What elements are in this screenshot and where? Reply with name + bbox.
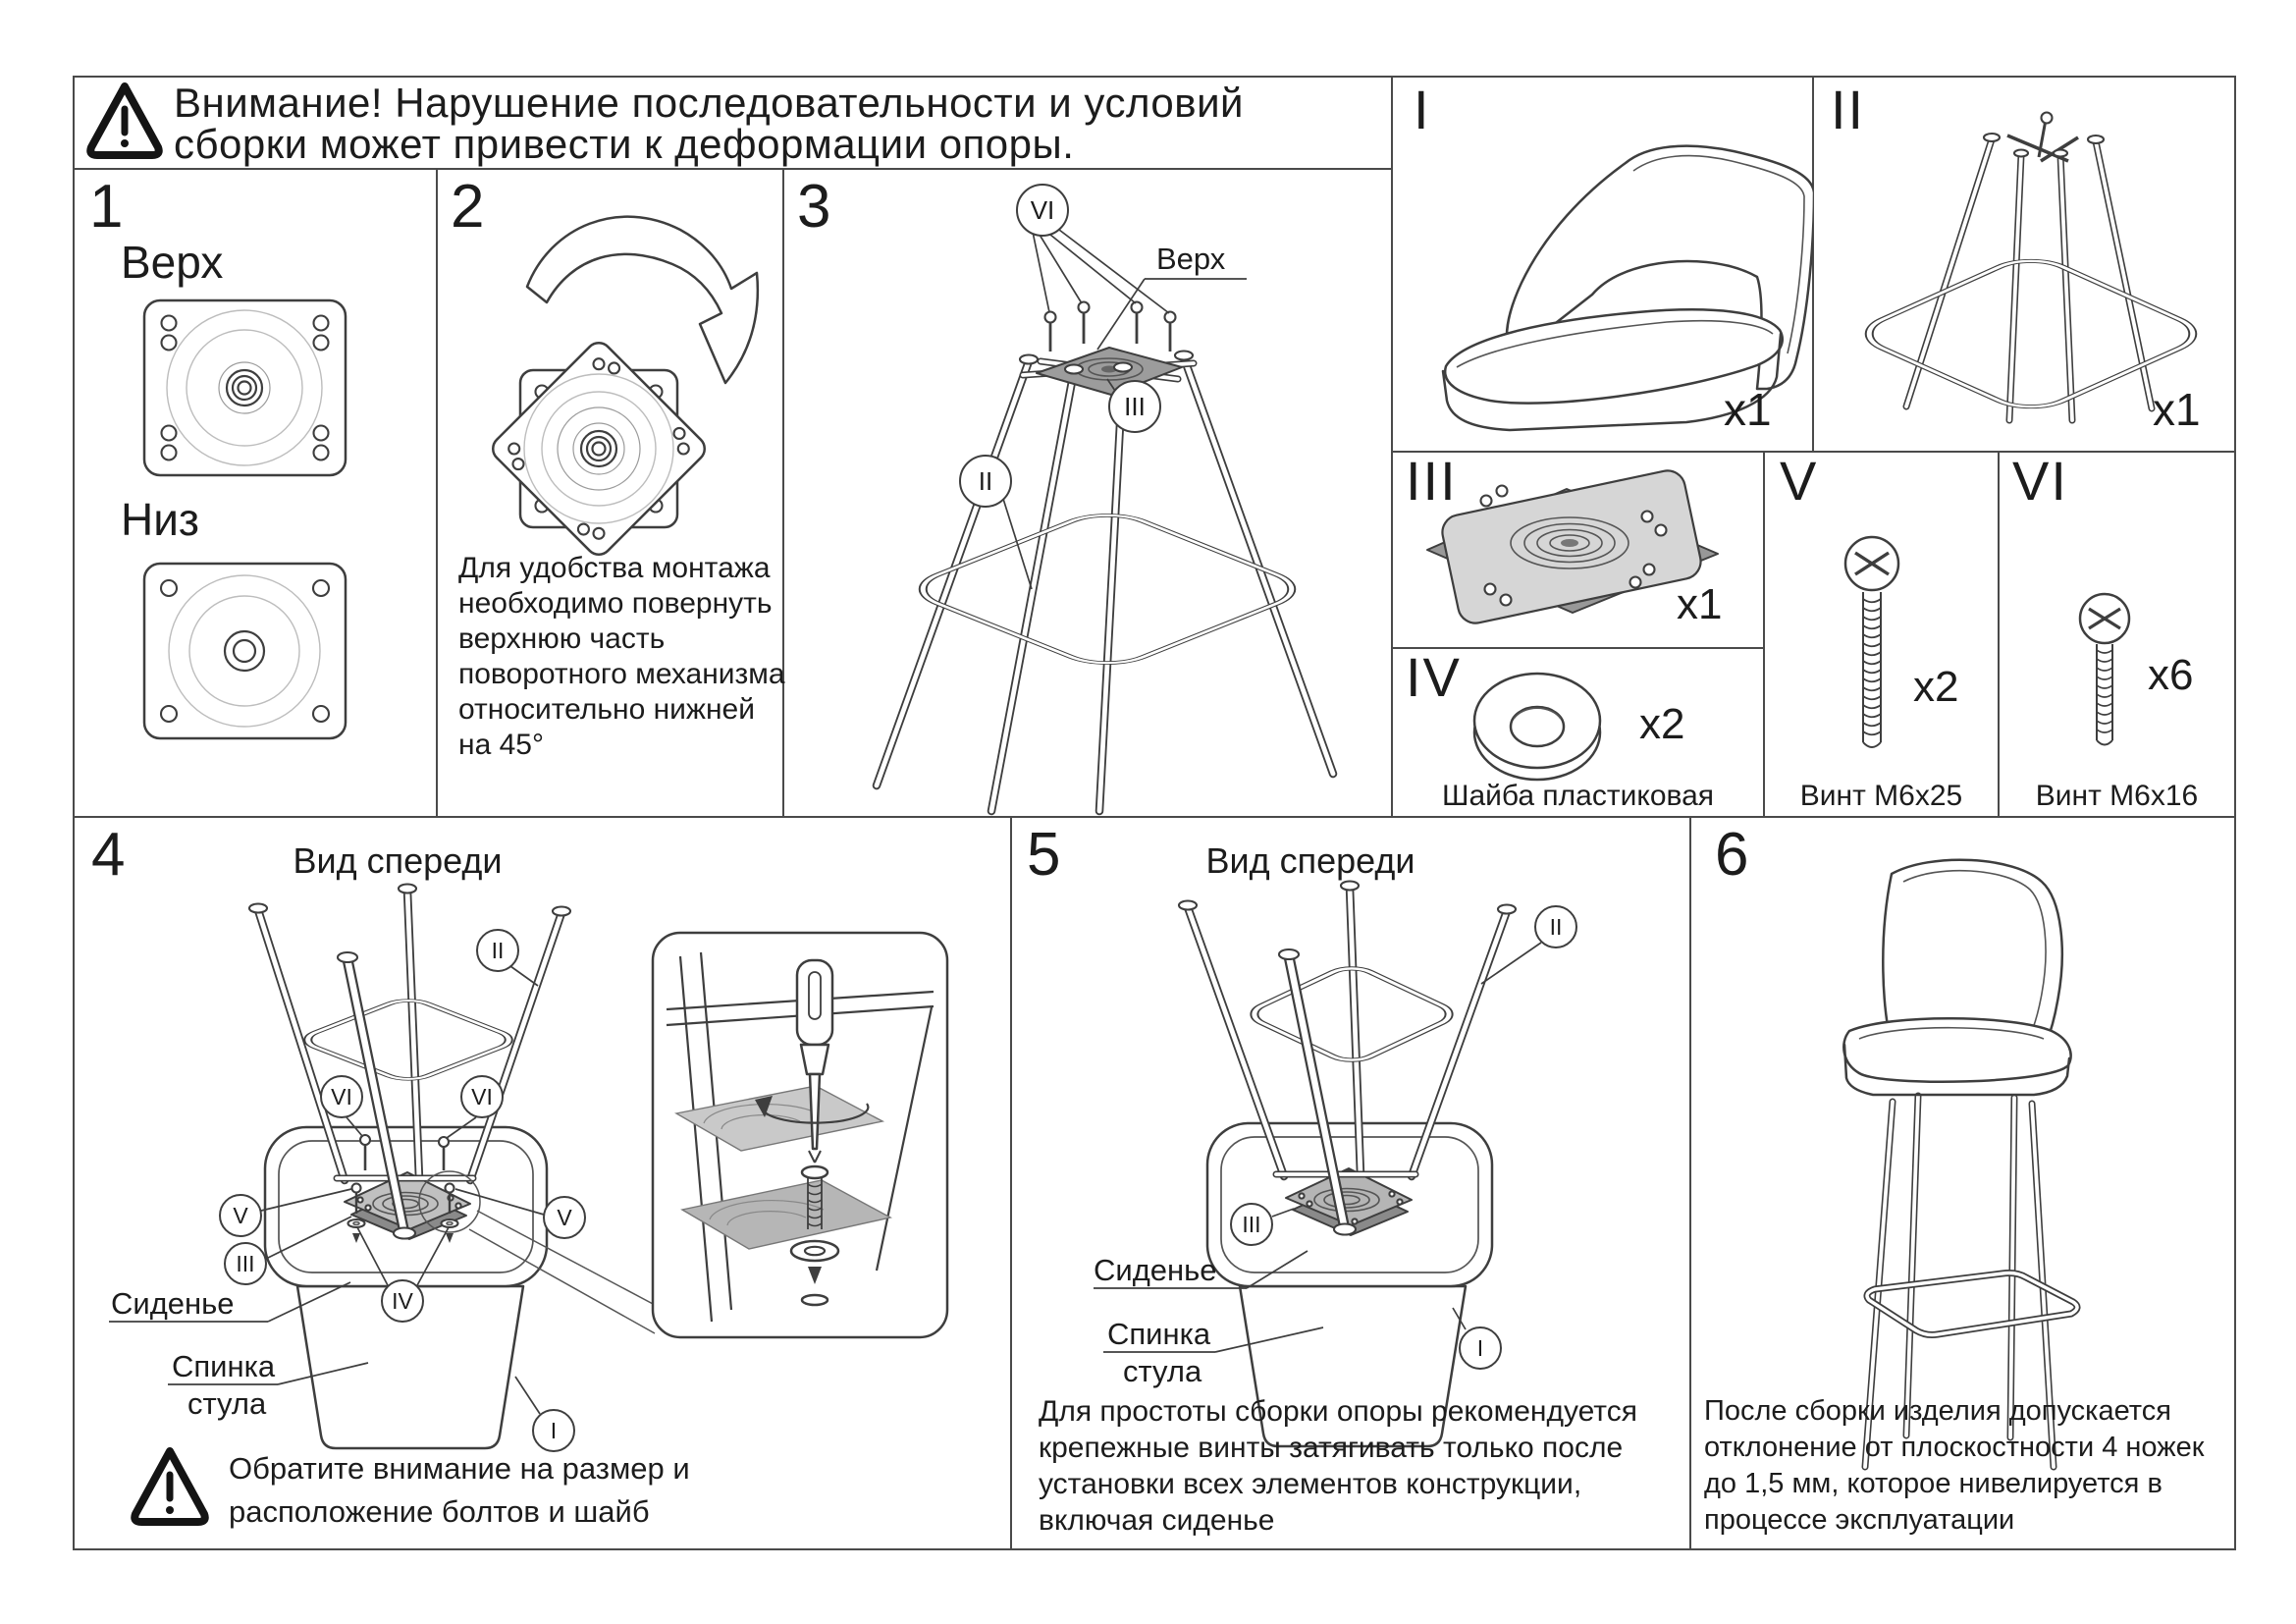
step-6-note-line: до 1,5 мм, которое нивелируется в: [1704, 1468, 2163, 1499]
rotate-arrow-icon: [527, 217, 758, 383]
seat-label: Сиденье: [111, 1286, 235, 1321]
part-vi-label: VI: [2012, 450, 2068, 512]
step-4-warning-line1: Обратите внимание на размер и: [229, 1451, 690, 1486]
step-2-note-line: поворотного механизма: [458, 658, 785, 690]
part-v-qty: x2: [1913, 663, 1959, 711]
step-6-note-line: процессе эксплуатации: [1704, 1504, 2015, 1536]
warning-header: [74, 77, 1392, 169]
step-3-number: 3: [797, 173, 831, 241]
step-6-number: 6: [1715, 821, 1749, 889]
callout-v: V: [543, 1196, 586, 1239]
step-2-note-line: необходимо повернуть: [458, 587, 773, 620]
part-ii-qty: x1: [2153, 384, 2201, 435]
frame-with-plate-drawing: [783, 169, 1392, 817]
step-2-panel: [437, 169, 783, 817]
step-1-number: 1: [89, 173, 124, 241]
callout-iii: III: [1230, 1203, 1273, 1246]
part-iii-panel: [1392, 452, 1764, 648]
step-2-note-line: верхнюю часть: [458, 623, 666, 655]
step-4-warning-line2: расположение болтов и шайб: [229, 1494, 650, 1529]
callout-ii: II: [959, 455, 1012, 508]
part-vi-qty: x6: [2148, 651, 2194, 699]
callout-vi: VI: [460, 1075, 504, 1118]
part-iv-caption: Шайба пластиковая: [1441, 780, 1715, 812]
step-5-note-line: включая сиденье: [1039, 1504, 1275, 1537]
warning-text-line1: Внимание! Нарушение последовательности и условий: [174, 80, 1245, 126]
part-i-label: I: [1414, 79, 1431, 140]
step-6-note-line: отклонение от плоскостности 4 ножек: [1704, 1432, 2205, 1463]
part-iv-label: IV: [1406, 646, 1462, 708]
bottom-plate-label: Низ: [121, 494, 200, 545]
step-5-note-line: установки всех элементов конструкции,: [1039, 1468, 1582, 1500]
part-ii-label: II: [1831, 79, 1866, 140]
seat-label: Сиденье: [1094, 1253, 1217, 1287]
step-2-note-line: на 45°: [458, 729, 544, 761]
part-iii-qty: x1: [1677, 580, 1723, 628]
callout-vi: VI: [1016, 184, 1069, 237]
callout-iii: III: [224, 1242, 267, 1285]
part-ii-panel: [1813, 77, 2235, 452]
back-label-line2: стула: [1123, 1354, 1202, 1388]
step-5-note-line: крепежные винты затягивать только после: [1039, 1432, 1624, 1464]
top-plate-label: Верх: [121, 237, 224, 288]
part-v-panel: [1764, 452, 1999, 817]
step-6-panel: [1690, 817, 2235, 1549]
step-4-number: 4: [91, 821, 126, 889]
step-2-number: 2: [451, 173, 485, 241]
back-label-line1: Спинка: [172, 1349, 276, 1383]
step-5-number: 5: [1027, 821, 1061, 889]
part-i-qty: x1: [1724, 384, 1772, 435]
step-6-note-line: После сборки изделия допускается: [1704, 1395, 2171, 1427]
part-v-label: V: [1780, 450, 1819, 512]
part-vi-caption: Винт M6x16: [2035, 780, 2199, 812]
part-i-panel: [1392, 77, 1813, 452]
step-2-note-line: относительно нижней: [458, 693, 755, 726]
step-5-panel: [1011, 817, 1690, 1549]
part-iv-qty: x2: [1639, 700, 1685, 748]
back-label-line1: Спинка: [1107, 1317, 1211, 1351]
warning-triangle-icon: [134, 1451, 205, 1522]
screwdriver-inset-drawing: [653, 933, 947, 1337]
part-iii-label: III: [1406, 450, 1458, 512]
step-2-note-line: Для удобства монтажа: [458, 552, 771, 584]
step-5-note-line: Для простоты сборки опоры рекомендуется: [1039, 1395, 1637, 1428]
step-5-title: Вид спереди: [1205, 840, 1415, 881]
step-4-panel: [74, 817, 1011, 1549]
part-v-caption: Винт M6x25: [1799, 780, 1963, 812]
step-3-panel: [783, 169, 1392, 817]
callout-vi: VI: [320, 1075, 363, 1118]
callout-iii: III: [1108, 380, 1161, 433]
callout-ii: II: [1534, 905, 1577, 948]
part-vi-panel: [1999, 452, 2235, 817]
callout-iv: IV: [381, 1279, 424, 1323]
callout-v: V: [219, 1194, 262, 1237]
part-iv-panel: [1392, 648, 1764, 817]
back-label-line2: стула: [187, 1386, 267, 1421]
verh-label: Верх: [1156, 242, 1226, 276]
step-4-title: Вид спереди: [293, 840, 503, 881]
callout-i: I: [1459, 1326, 1502, 1370]
callout-i: I: [532, 1409, 575, 1452]
screws-vi-drawing: [1045, 302, 1176, 352]
callout-ii: II: [476, 929, 519, 972]
step-1-panel: [74, 169, 437, 817]
warning-text-line2: сборки может привести к деформации опоры.: [174, 121, 1075, 167]
